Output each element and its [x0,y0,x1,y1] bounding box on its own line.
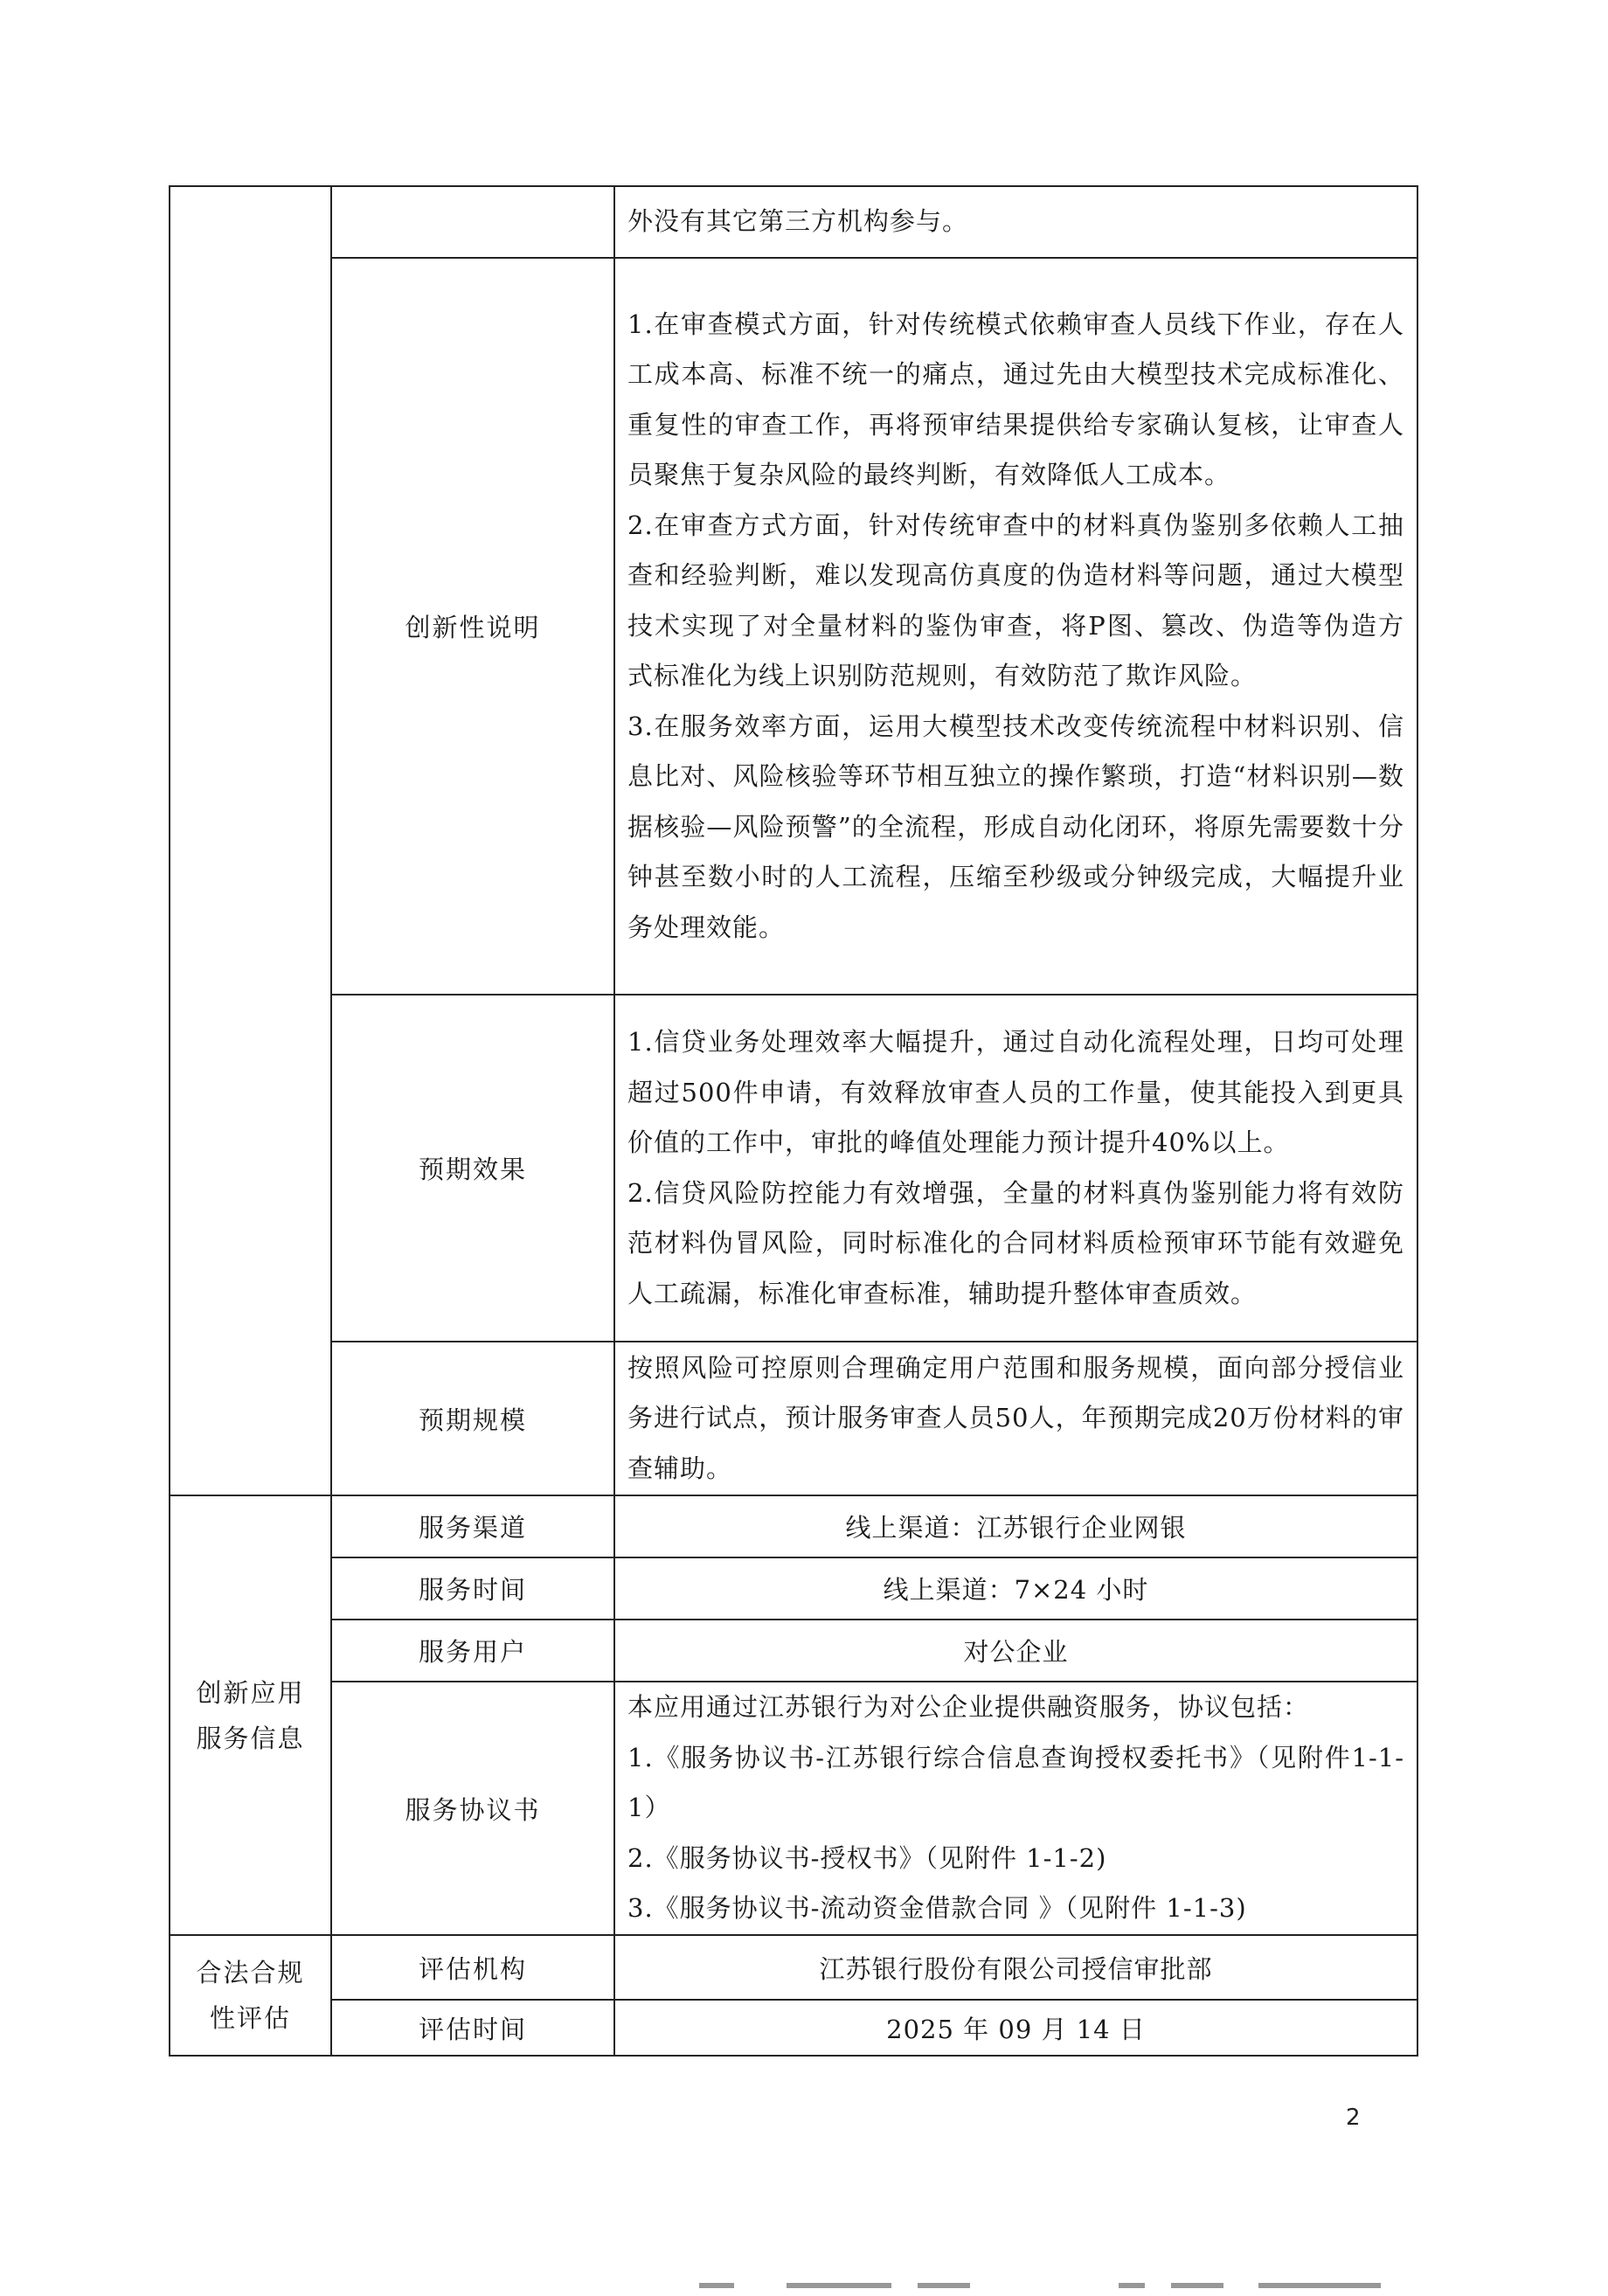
service-agreement-description [614,1682,1417,1935]
innovation-description [614,258,1417,995]
assessment-time-value: 2025 年 09 月 14 日 [614,2000,1417,2056]
compliance-category-line-1: 合法合规 [196,1958,305,1987]
assessment-org-value: 江苏银行股份有限公司授信审批部 [614,1935,1417,2000]
table-row [170,2000,1417,2056]
continued-text: 外没有其它第三方机构参与。 [614,186,1417,258]
service-time-value: 线上渠道：7×24 小时 [614,1557,1417,1620]
application-info-table [169,185,1418,2057]
assessment-org-label: 评估机构 [331,1935,614,2000]
scan-artifact-marks [0,2272,1608,2296]
expected-effect-label: 预期效果 [331,995,614,1342]
service-users-value: 对公企业 [614,1620,1417,1682]
service-category-line-1: 创新应用 [196,1677,305,1708]
effect-paragraph-2: 2.信贷风险防控能力有效增强，全量的材料真伪鉴别能力将有效防范材料伪冒风险，同时标准化的合同材料质检预审环节能有效避免人工疏漏，标准化审查标准，辅助提升整体审查质效。 [627,1177,1404,1308]
expected-scale-label: 预期规模 [331,1342,614,1495]
expected-scale-text: 按照风险可控原则合理确定用户范围和服务规模，面向部分授信业务进行试点，预计服务审查人员50人，年预期完成20万份材料的审查辅助。 [614,1342,1417,1495]
label-cell-continued [331,186,614,258]
innovation-label: 创新性说明 [331,258,614,995]
effect-paragraph-1: 1.信贷业务处理效率大幅提升，通过自动化流程处理，日均可处理超过500件申请，有效释放审查人员的工作量，使其能投入到更具价值的工作中，审批的峰值处理能力预计提升40%以上。 [627,1027,1404,1157]
service-agreement-label: 服务协议书 [331,1682,614,1935]
agreement-item-3: 3.《服务协议书-流动资金借款合同 》（见附件 1-1-3) [627,1893,1247,1924]
service-time-label: 服务时间 [331,1557,614,1620]
table-row [170,258,1417,995]
service-category-line-2: 服务信息 [196,1723,305,1753]
expected-effect-description [614,995,1417,1342]
service-users-label: 服务用户 [331,1620,614,1682]
page-number: 2 [1346,2105,1361,2131]
innovation-paragraph-3: 3.在服务效率方面，运用大模型技术改变传统流程中材料识别、信息比对、风险核验等环节相互独立的操作繁琐，打造“材料识别—数据核验—风险预警”的全流程，形成自动化闭环，将原先需要数十分钟甚至数小时的人工流程，压缩至秒级或分钟级完成，大幅提升业务处理效能。 [627,711,1404,942]
table-row [170,186,1417,258]
table-row [170,1620,1417,1682]
category-cell-continued [170,186,331,1495]
assessment-time-label: 评估时间 [331,2000,614,2056]
table-row [170,1935,1417,2000]
agreement-item-2: 2.《服务协议书-授权书》（见附件 1-1-2) [627,1842,1107,1873]
service-channel-label: 服务渠道 [331,1495,614,1557]
table-row [170,995,1417,1342]
agreement-intro: 本应用通过江苏银行为对公企业提供融资服务，协议包括： [627,1692,1310,1723]
table-row [170,1495,1417,1557]
service-channel-value: 线上渠道：江苏银行企业网银 [614,1495,1417,1557]
table-row [170,1682,1417,1935]
innovation-paragraph-1: 1.在审查模式方面，针对传统模式依赖审查人员线下作业，存在人工成本高、标准不统一的痛点，通过先由大模型技术完成标准化、重复性的审查工作，再将预审结果提供给专家确认复核，让审查人员聚焦于复杂风险的最终判断，有效降低人工成本。 [627,309,1404,490]
service-info-category [170,1495,331,1935]
table-row [170,1342,1417,1495]
innovation-paragraph-2: 2.在审查方式方面，针对传统审查中的材料真伪鉴别多依赖人工抽查和经验判断，难以发现高仿真度的伪造材料等问题，通过大模型技术实现了对全量材料的鉴伪审查，将P图、篡改、伪造等伪造方式标准化为线上识别防范规则，有效防范了欺诈风险。 [627,510,1404,691]
compliance-category [170,1935,331,2056]
agreement-item-1: 1.《服务协议书-江苏银行综合信息查询授权委托书》（见附件1-1-1） [627,1742,1404,1823]
table-row [170,1557,1417,1620]
compliance-category-line-2: 性评估 [209,2003,291,2033]
